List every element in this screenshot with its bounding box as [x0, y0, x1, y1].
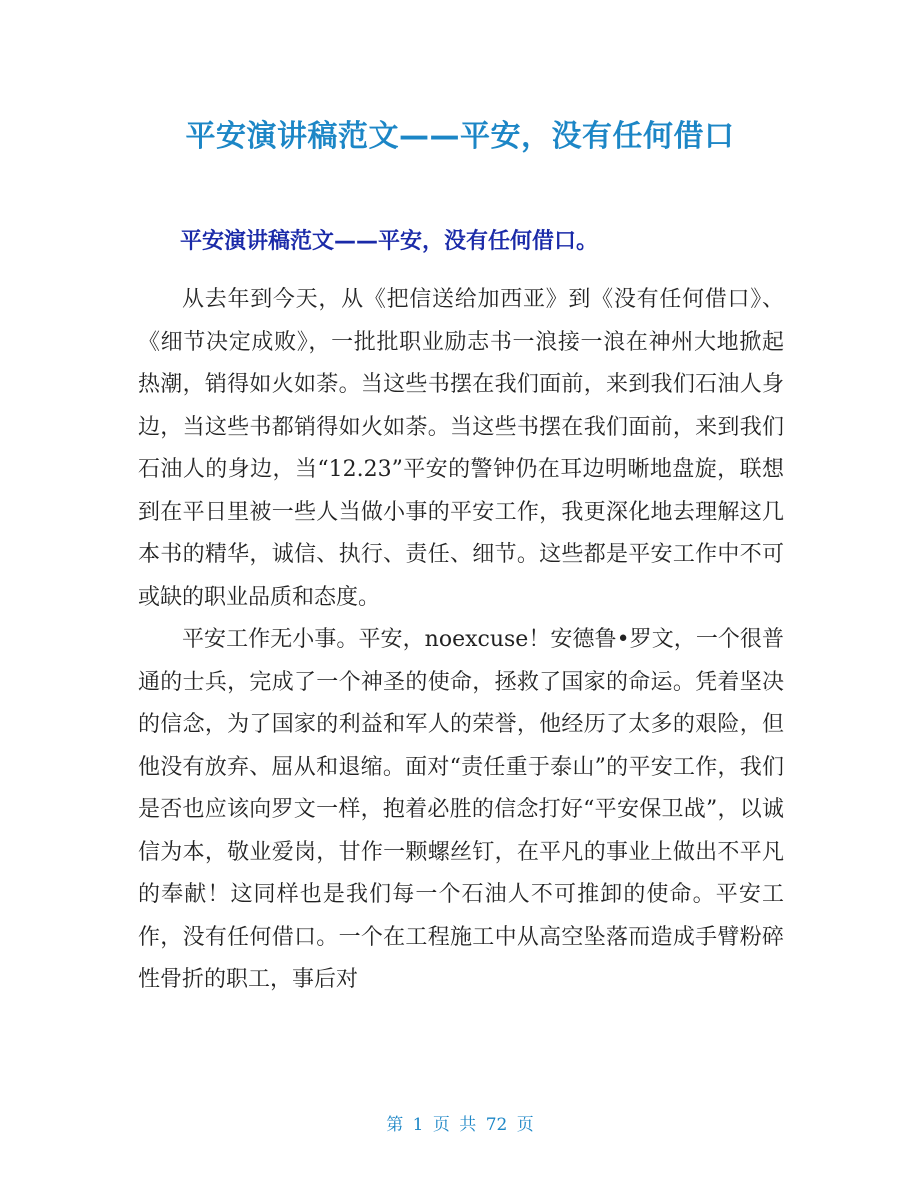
document-title: 平安演讲稿范文——平安，没有任何借口 — [185, 119, 735, 154]
page-number-footer: 第 1 页 共 72 页 — [386, 1115, 534, 1135]
document-body — [138, 279, 784, 1002]
paragraph: 平安工作无小事。平安，noexcuse！安德鲁•罗文，一个很普通的士兵，完成了一个神圣的使命，拯救了国家的命运。凭着坚决的信念，为了国家的利益和军人的荣誉，他经历了太多的艰险，但他没有放弃、屈从和退缩。面对“责任重于泰山”的平安工作，我们是否也应该向罗文一样，抱着必胜的信念打好“平安保卫战”，以诚信为本，敬业爱岗，甘作一颗螺丝钉，在平凡的事业上做出不平凡的奉献！这同样也是我们每一个石油人不可推卸的使命。平安工作，没有任何借口。一个在工程施工中从高空坠落而造成手臂粉碎性骨折的职工，事后对 — [138, 627, 784, 992]
paragraph: 从去年到今天，从《把信送给加西亚》到《没有任何借口》、《细节决定成败》，一批批职业励志书一浪接一浪在神州大地掀起热潮，销得如火如荼。当这些书摆在我们面前，来到我们石油人身边，当这些书都销得如火如荼。当这些书摆在我们面前，来到我们石油人的身边，当“12.23”平安的警钟仍在耳边明晰地盘旋，联想到在平日里被一些人当做小事的平安工作，我更深化地去理解这几本书的精华，诚信、执行、责任、细节。这些都是平安工作中不可或缺的职业品质和态度。 — [138, 287, 784, 610]
document-subtitle: 平安演讲稿范文——平安，没有任何借口。 — [180, 229, 599, 254]
